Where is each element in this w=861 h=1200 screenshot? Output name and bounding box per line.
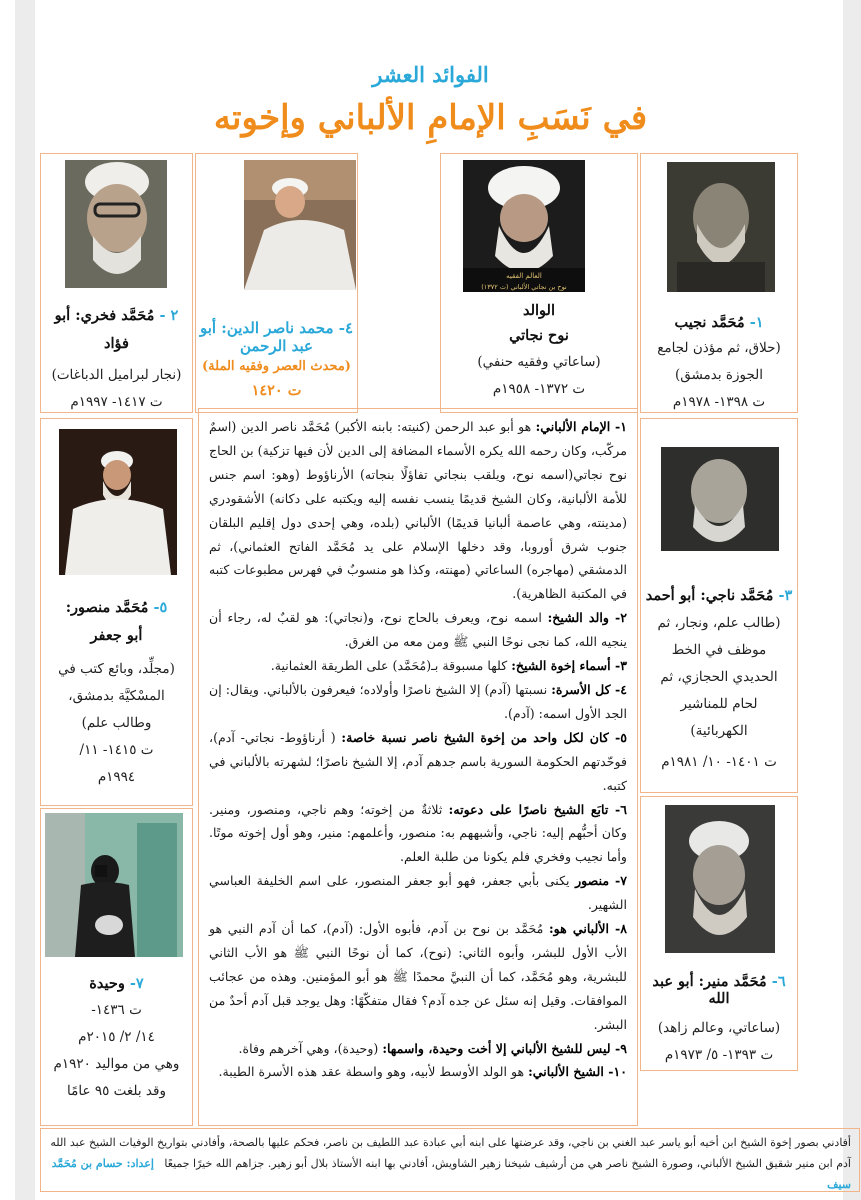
photo-caption-2: نوح بن نجاتي الألباني (ت ١٣٧٢) bbox=[481, 283, 567, 291]
benefit-7: ٧- منصور يكنى بأبي جعفر، فهو أبو جعفر المنصور، على اسم الخليفة العباسي الشهير. bbox=[209, 873, 627, 913]
date-father: ت ١٣٧٢- ١٩٥٨م bbox=[492, 381, 586, 397]
note2-wahida: وقد بلغت ٩٥ عامًا bbox=[67, 1083, 166, 1099]
portrait-icon bbox=[45, 813, 183, 957]
person-card-wahida bbox=[40, 808, 193, 1126]
prepared-by: إعداد: حسام بن مُحَمَّد سيف bbox=[51, 1157, 851, 1191]
note1-wahida: وهي من مواليد ١٩٢٠م bbox=[53, 1056, 180, 1072]
photo-wahida bbox=[45, 813, 183, 957]
person-card-albani bbox=[195, 153, 358, 413]
desc-mansur: (مجلِّد، وبائع كتب في المسْكيَّة بدمشق، وطالب علم) bbox=[58, 661, 175, 731]
person-card-naji bbox=[640, 418, 798, 793]
label-father: الوالد bbox=[523, 302, 555, 319]
photo-fakhri bbox=[65, 160, 167, 288]
desc-fakhri: (نجار لبراميل الدباغات) bbox=[51, 367, 182, 383]
date2-wahida: ١٤/ ٢/ ٢٠١٥م bbox=[78, 1029, 155, 1045]
name-mansur: ٥- مُحَمَّد منصور: أبو جعفر bbox=[65, 599, 168, 644]
date-fakhri: ت ١٤١٧- ١٩٩٧م bbox=[70, 394, 163, 410]
name-wahida: ٧- وحيدة bbox=[89, 975, 144, 992]
date-najib: ت ١٣٩٨- ١٩٧٨م bbox=[672, 394, 766, 410]
name-munir: ٦- مُحَمَّد منير: أبو عبد الله bbox=[652, 973, 786, 1007]
benefit-10: ١٠- الشيخ الألباني: هو الولد الأوسط لأبيه، وهو واسطة عقد هذه الأسرة الطيبة. bbox=[218, 1064, 627, 1080]
photo-albani bbox=[244, 160, 356, 290]
benefit-4: ٤- كل الأسرة: نسبتها (آدم) إلا الشيخ ناصرًا وأولاده؛ فيعرفون بالألباني. ويقال: إن الجد الأول اسمه: (آدم). bbox=[209, 681, 627, 721]
portrait-icon bbox=[463, 160, 585, 292]
person-card-mansur bbox=[40, 418, 193, 806]
portrait-icon bbox=[665, 805, 775, 953]
photo-father bbox=[463, 160, 585, 292]
ten-benefits-text bbox=[198, 408, 638, 1126]
benefit-3: ٣- أسماء إخوة الشيخ: كلها مسبوقة بـ(مُحَمَّد) على الطريقة العثمانية. bbox=[270, 658, 627, 674]
photo-najib bbox=[667, 162, 775, 292]
photo-munir bbox=[665, 805, 775, 953]
benefit-1: ١- الإمام الألباني: هو أبو عبد الرحمن (كنيته: بابنه الأكبر) مُحَمَّد ناصر الدين (اسمٌ مركّب، وكان رحمه الله يكره الأسماء المضافة إلى الدين لأن فيها تزكية) بن الحاج نوح نجاتي(اسمه نوح، ويلقب بنجاتي تفاؤلًا بنجاته) الأرناؤوط (وهو: اسم جنس للأمة الألبانية، وكان الشيخ قديمًا ينسب نفسه إليه ويكتبه على دكانه) الأشقودري (مدينته، وهي عاصمة ألبانيا قديمًا) الألباني (بلده، وهي إحدى دول إقليم البلقان جنوب شرق أوروبا، وقد دخلها الإسلام على يد مُحَمَّد الفاتح العثماني)، ثم الدمشقي (مهاجره) الساعاتي (مهنته، وكذا هو منسوبٌ في فهرس مطبوعات كتبه في المكتبة الظاهرية). bbox=[209, 419, 627, 602]
date-naji: ت ١٤٠١- ١٠/ ١٩٨١م bbox=[661, 754, 777, 770]
name-fakhri: ٢ - مُحَمَّد فخري: أبو فؤاد bbox=[54, 307, 179, 352]
portrait-icon bbox=[59, 429, 177, 575]
benefit-8: ٨- الألباني هو: مُحَمَّد بن نوح بن آدم، فأبوه الأول: (آدم)، كما أن آدم النبي هو الأب الأول للبشر، وأبوه الثاني: (نوح)، كما أن نوحًا النبي ﷺ هو الأب الثاني للبشرية، وهو مُحَمَّد، كما أن النبيَّ محمدًا ﷺ هو أبو المؤمنين. وهذه من عجائب الموافقات. وقيل إنه سئل عن جده آدم؟ فقال متفكّهًا: وهل يوجد قبل آدم أحدٌ من البشر. bbox=[209, 921, 628, 1032]
benefit-2: ٢- والد الشيخ: اسمه نوح، ويعرف بالحاج نوح، و(نجاتي): هو لقبٌ له، رجاء أن ينجيه الله، كما نجى نوحًا النبي ﷺ ومن معه من الغرق. bbox=[209, 610, 627, 650]
portrait-icon bbox=[661, 447, 779, 551]
name-father: نوح نجاتي bbox=[509, 327, 569, 344]
footer-credits bbox=[40, 1128, 860, 1192]
desc-najib: (حلاق، ثم مؤذن لجامع الجوزة بدمشق) bbox=[657, 340, 781, 383]
page-subtitle: في نَسَبِ الإمامِ الألباني وإخوته bbox=[213, 98, 648, 138]
name-najib: ١- مُحَمَّد نجيب bbox=[674, 314, 764, 331]
sub-albani: (محدث العصر وفقيه الملة) bbox=[202, 359, 351, 374]
date-mansur: ت ١٤١٥- ١١/ ١٩٩٤م bbox=[79, 742, 154, 785]
benefit-9: ٩- ليس للشيخ الألباني إلا أخت وحيدة، واسمها: (وحيدة)، وهي آخرهم وفاة. bbox=[238, 1040, 627, 1056]
photo-caption-1: العالم الفقيه bbox=[506, 272, 542, 280]
right-margin bbox=[843, 0, 861, 1200]
date-albani: ت ١٤٢٠ bbox=[251, 382, 302, 399]
benefit-5: ٥- كان لكل واحد من إخوة الشيخ ناصر نسبة خاصة: ( أرناؤوط- نجاتي- آدم)، فوحّدتهم الحكومة السورية باسم جدهم آدم، إلا الشيخ ناصرًا؛ لشهرته بالألباني في كتبه. bbox=[209, 729, 627, 793]
portrait-icon bbox=[244, 160, 356, 290]
date-munir: ت ١٣٩٣- ٥/ ١٩٧٣م bbox=[664, 1047, 774, 1063]
name-naji: ٣- مُحَمَّد ناجي: أبو أحمد bbox=[645, 587, 793, 604]
name-albani: ٤- محمد ناصر الدين: أبو عبد الرحمن bbox=[199, 319, 354, 355]
desc-naji: (طالب علم، ونجار، ثم موظف في الخط الحديدي الحجازي، ثم لحام للمناشير الكهربائية) bbox=[657, 615, 781, 739]
person-card-najib bbox=[640, 153, 798, 413]
desc-father: (ساعاتي وفقيه حنفي) bbox=[477, 354, 601, 370]
page-title: الفوائد العشر bbox=[372, 62, 489, 87]
footer-line-2: آدم ابن منير شقيق الشيخ الألباني، وصورة الشيخ ناصر هي من أرشيف شيخنا زهير الشاويش، أفادني بها ابنه الأستاذ بلال أبو زهير. جزاهم الله خيرًا جميعًا إعداد: حسام بن مُحَمَّد سيف bbox=[51, 1157, 851, 1191]
photo-naji bbox=[661, 447, 779, 551]
left-margin bbox=[15, 0, 35, 1200]
person-card-father bbox=[440, 153, 638, 413]
desc-munir: (ساعاتي، وعالم زاهد) bbox=[657, 1020, 781, 1036]
person-card-fakhri bbox=[40, 153, 193, 413]
person-card-munir bbox=[640, 796, 798, 1071]
portrait-icon bbox=[667, 162, 775, 292]
photo-mansur bbox=[59, 429, 177, 575]
portrait-icon bbox=[65, 160, 167, 288]
date1-wahida: ت ١٤٣٦- bbox=[91, 1002, 142, 1018]
benefit-6: ٦- تابَع الشيخ ناصرًا على دعوته: ثلاثةٌ من إخوته؛ وهم ناجي، ومنصور، ومنير. وكان أحبُّهم إليه: ناجي، وأشبههم به: منصور، وأعلمهم: منير، وهو أول إخوته موتًا. وأما نجيب وفخري فلم يكونا من طلبة العلم. bbox=[209, 801, 627, 865]
footer-line-1: أفادني بصور إخوة الشيخ ابن أخيه أبو ياسر عبد الغني بن ناجي، وقد عرضتها على ابنه أبي عبادة عبد اللطيف بن ناصر، فحكم عليها بالصحة، وأفادني بتواريخ الوفيات الشيخ عبد الله bbox=[50, 1136, 851, 1149]
